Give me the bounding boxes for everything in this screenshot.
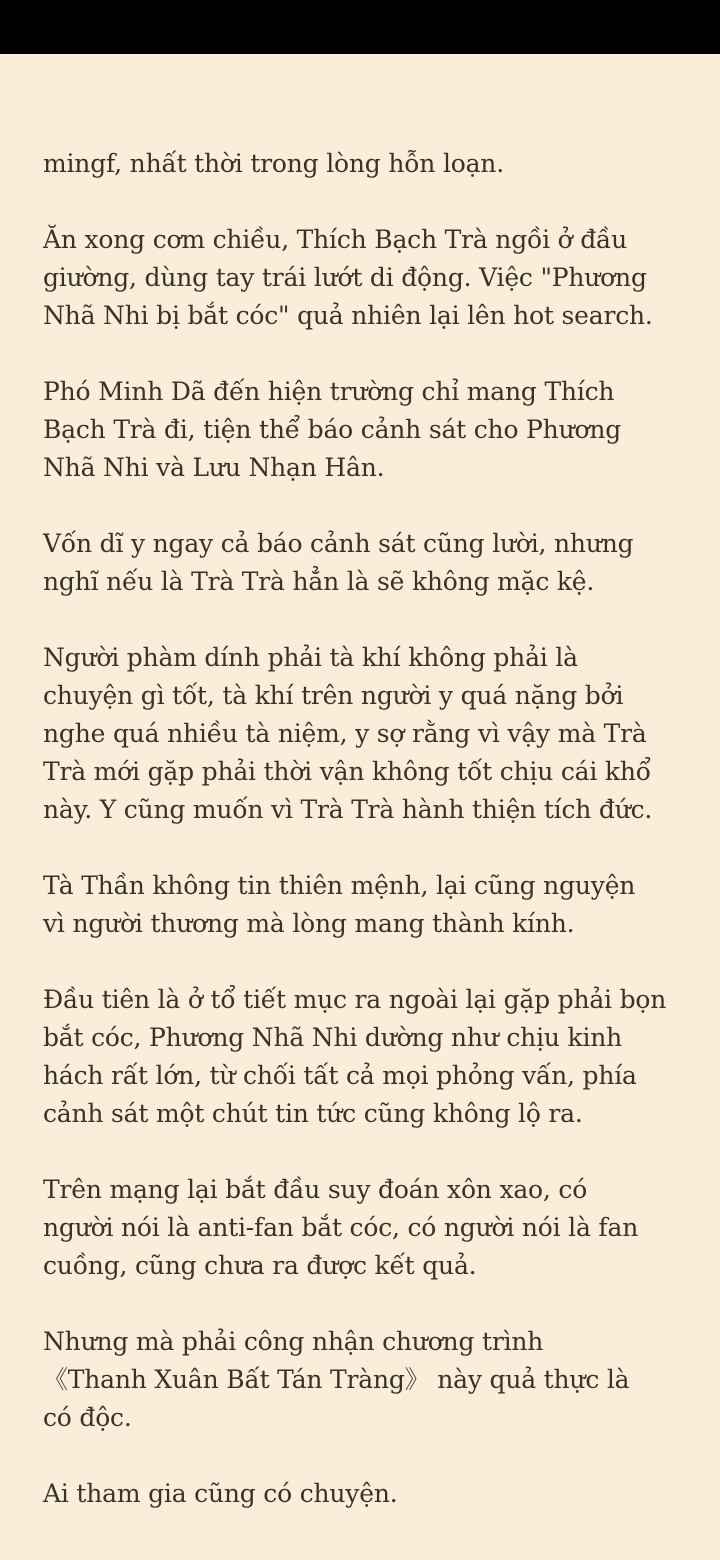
text-line: nghĩ nếu là Trà Trà hẳn là sẽ không mặc kệ. (43, 567, 595, 596)
text-line: Ăn xong cơm chiều, Thích Bạch Trà ngồi ở đầu (43, 225, 628, 254)
paragraph-3 (43, 373, 683, 487)
text-line: 《Thanh Xuân Bất Tán Tràng》 này quả thực là (43, 1365, 630, 1394)
text-line: Trà mới gặp phải thời vận không tốt chịu cái khổ (43, 757, 651, 786)
text-line: Đầu tiên là ở tổ tiết mục ra ngoài lại gặp phải bọn (43, 985, 667, 1014)
paragraph-10 (43, 1475, 683, 1513)
reader-text-content[interactable] (43, 145, 683, 1513)
text-line: có độc. (43, 1403, 132, 1432)
paragraph-1 (43, 145, 683, 183)
text-line: Nhưng mà phải công nhận chương trình (43, 1327, 544, 1356)
status-bar (0, 0, 720, 54)
text-line: cuồng, cũng chưa ra được kết quả. (43, 1251, 477, 1280)
paragraph-6 (43, 867, 683, 943)
text-line: chuyện gì tốt, tà khí trên người y quá nặng bởi (43, 681, 624, 710)
text-line: Trên mạng lại bắt đầu suy đoán xôn xao, có (43, 1175, 588, 1204)
paragraph-9 (43, 1323, 683, 1437)
text-line: Nhã Nhi bị bắt cóc" quả nhiên lại lên hot search. (43, 301, 653, 330)
text-line: nghe quá nhiều tà niệm, y sợ rằng vì vậy mà Trà (43, 719, 647, 748)
text-line: vì người thương mà lòng mang thành kính. (43, 909, 575, 938)
paragraph-2 (43, 221, 683, 335)
text-line: mingf, nhất thời trong lòng hỗn loạn. (43, 149, 504, 178)
text-line: này. Y cũng muốn vì Trà Trà hành thiện tích đức. (43, 795, 653, 824)
text-line: Người phàm dính phải tà khí không phải là (43, 643, 578, 672)
text-line: Bạch Trà đi, tiện thể báo cảnh sát cho Phương (43, 415, 622, 444)
text-line: Tà Thần không tin thiên mệnh, lại cũng nguyện (43, 871, 636, 900)
text-line: Ai tham gia cũng có chuyện. (43, 1479, 398, 1508)
text-line: Phó Minh Dã đến hiện trường chỉ mang Thích (43, 377, 615, 406)
text-line: hách rất lớn, từ chối tất cả mọi phỏng vấn, phía (43, 1061, 637, 1090)
paragraph-4 (43, 525, 683, 601)
text-line: Vốn dĩ y ngay cả báo cảnh sát cũng lười, nhưng (43, 529, 634, 558)
text-line: Nhã Nhi và Lưu Nhạn Hân. (43, 453, 385, 482)
text-line: bắt cóc, Phương Nhã Nhi dường như chịu kinh (43, 1023, 623, 1052)
text-line: giường, dùng tay trái lướt di động. Việc "Phương (43, 263, 647, 292)
paragraph-5 (43, 639, 683, 829)
text-line: cảnh sát một chút tin tức cũng không lộ ra. (43, 1099, 583, 1128)
paragraph-8 (43, 1171, 683, 1285)
text-line: người nói là anti-fan bắt cóc, có người nói là fan (43, 1213, 639, 1242)
paragraph-7 (43, 981, 683, 1133)
